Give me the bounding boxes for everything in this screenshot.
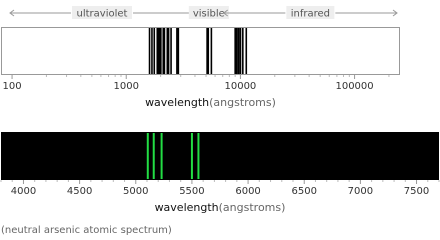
x-tick-label: 7500 xyxy=(403,186,430,197)
x-tick-label: 100 xyxy=(2,81,22,92)
x-tick-label: 4500 xyxy=(66,186,93,197)
x-tick-label: 10000 xyxy=(224,81,257,92)
band-infrared xyxy=(224,6,397,20)
x-tick-label: 5500 xyxy=(179,186,205,197)
band-ultraviolet xyxy=(10,6,194,20)
band-label: visible xyxy=(192,8,225,20)
chart-caption: (neutral arsenic atomic spectrum) xyxy=(1,225,172,236)
x-tick-label: 5000 xyxy=(123,186,149,197)
visible-spectrum-x-axis-title: wavelength(angstroms) xyxy=(154,201,286,214)
full-spectrum-ticks xyxy=(3,75,389,92)
spectral-bands xyxy=(10,6,397,20)
x-tick-label: 100000 xyxy=(335,81,374,92)
x-tick-label: 6500 xyxy=(291,186,317,197)
x-tick-label: 6000 xyxy=(235,186,261,197)
visible-spectrum-panel xyxy=(1,132,439,197)
band-label: infrared xyxy=(290,8,330,20)
x-tick-label: 4000 xyxy=(10,186,37,197)
x-tick-label: 1000 xyxy=(113,81,139,92)
x-tick-label: 7000 xyxy=(347,186,374,197)
full-spectrum-frame xyxy=(2,28,400,75)
full-spectrum-panel xyxy=(2,28,400,93)
full-spectrum-x-axis-title: wavelength(angstroms) xyxy=(145,96,276,109)
band-label: ultraviolet xyxy=(76,8,128,20)
visible-spectrum-background xyxy=(1,132,439,180)
visible-spectrum-ticks xyxy=(1,180,439,197)
